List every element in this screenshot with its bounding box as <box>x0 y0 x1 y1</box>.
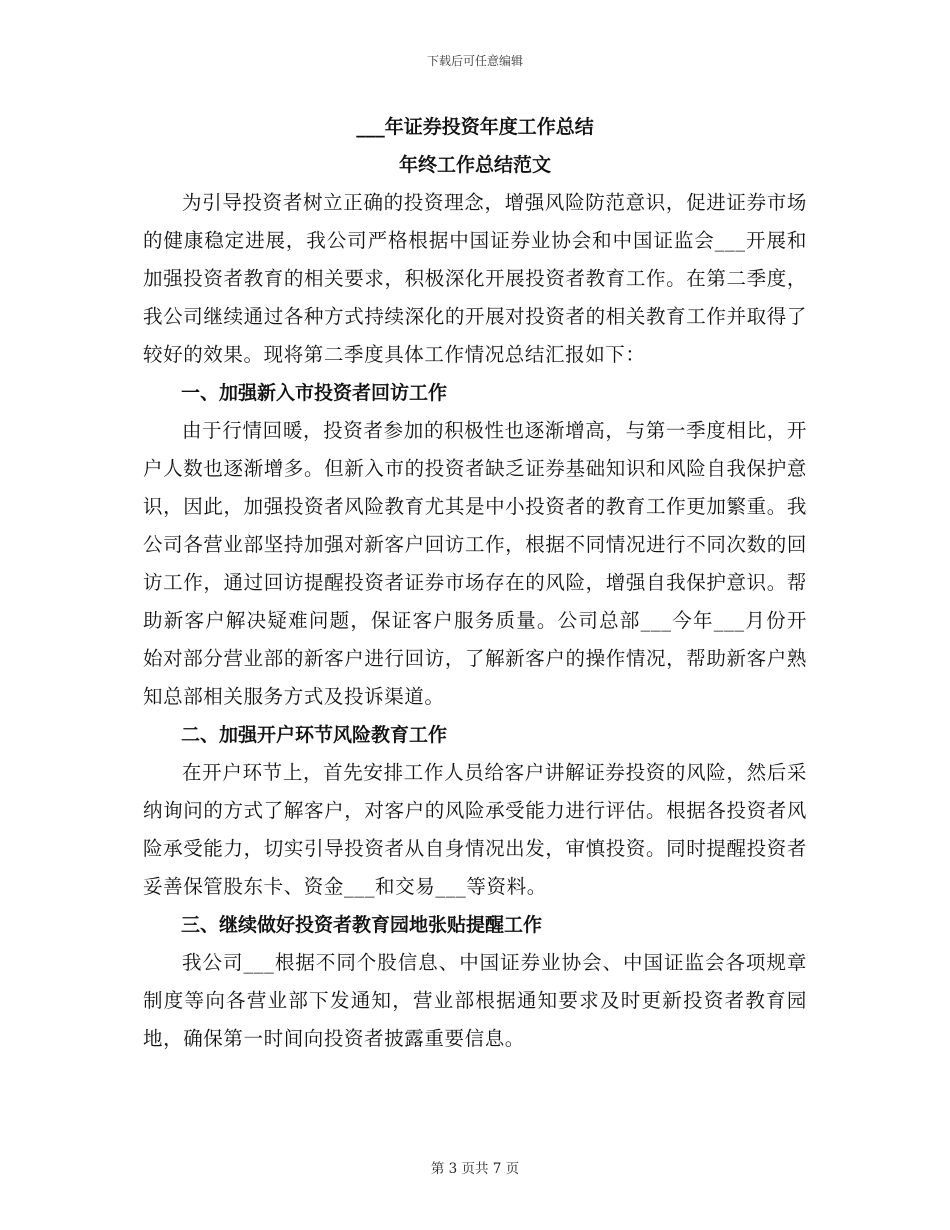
section-heading-3: 三、继续做好投资者教育园地张贴提醒工作 <box>181 914 543 936</box>
document-body <box>143 112 807 1058</box>
section-heading-1: 一、加强新入市投资者回访工作 <box>181 382 448 404</box>
intro-paragraph: 为引导投资者树立正确的投资理念，增强风险防范意识，促进证券市场的健康稳定进展，我公司严格根据中国证券业协会和中国证监会___开展和加强投资者教育的相关要求，积极深化开展投资者教育工作。在第二季度，我公司继续通过各种方式持续深化的开展对投资者的相关教育工作并取得了较好的效果。现将第二季度具体工作情况总结汇报如下： <box>143 191 807 366</box>
section-heading-2: 二、加强开户环节风险教育工作 <box>181 724 448 746</box>
section-body-3: 我公司___根据不同个股信息、中国证券业协会、中国证监会各项规章制度等向各营业部下发通知，营业部根据通知要求及时更新投资者教育园地，确保第一时间向投资者披露重要信息。 <box>143 951 807 1050</box>
header-note: 下载后可任意编辑 <box>426 54 523 68</box>
section-body-2: 在开户环节上，首先安排工作人员给客户讲解证券投资的风险，然后采纳询问的方式了解客户，对客户的风险承受能力进行评估。根据各投资者风险承受能力，切实引导投资者从自身情况出发，审慎投资。同时提醒投资者妥善保管股东卡、资金___和交易___等资料。 <box>143 761 807 898</box>
section-body-1: 由于行情回暖，投资者参加的积极性也逐渐增高，与第一季度相比，开户人数也逐渐增多。但新入市的投资者缺乏证券基础知识和风险自我保护意识，因此，加强投资者风险教育尤其是中小投资者的教育工作更加繁重。我公司各营业部坚持加强对新客户回访工作，根据不同情况进行不同次数的回访工作，通过回访提醒投资者证券市场存在的风险，增强自我保护意识。帮助新客户解决疑难问题，保证客户服务质量。公司总部___今年___月份开始对部分营业部的新客户进行回访，了解新客户的操作情况，帮助新客户熟知总部相关服务方式及投诉渠道。 <box>143 419 807 708</box>
document-title: ___年证券投资年度工作总结 <box>356 116 594 138</box>
page-number-footer: 第 3 页共 7 页 <box>430 1161 520 1177</box>
document-subtitle: 年终工作总结范文 <box>398 154 551 176</box>
